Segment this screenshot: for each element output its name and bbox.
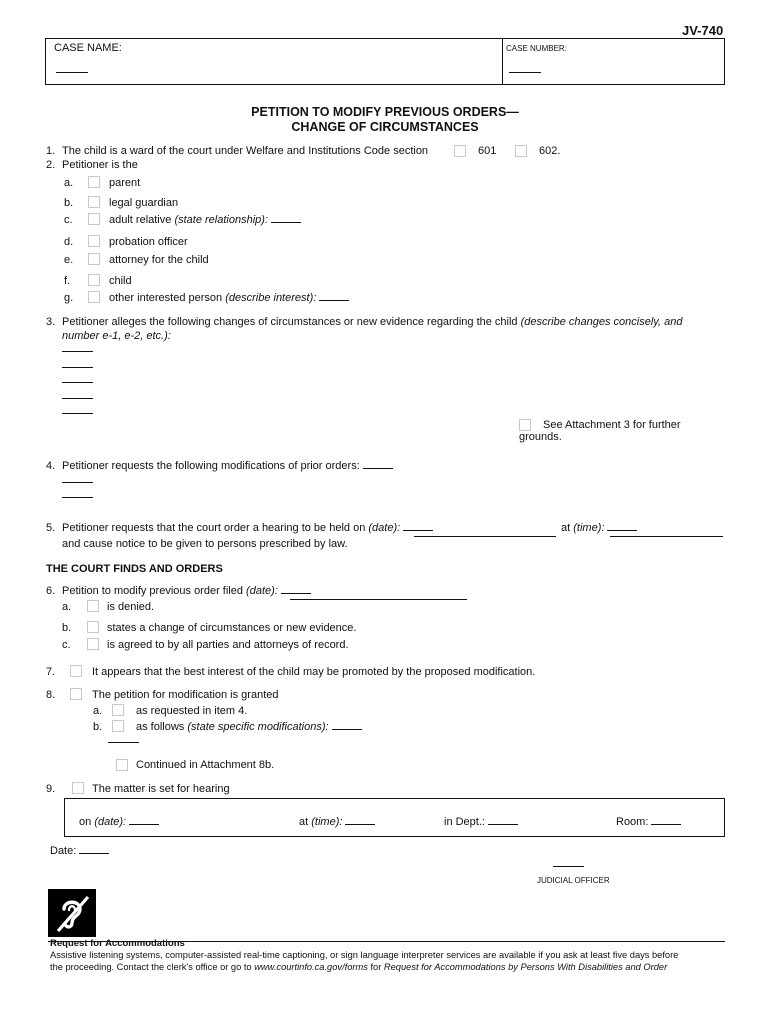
hearing-room-row [616,816,681,828]
case-number-field[interactable] [509,72,541,73]
hearing-time-row [299,816,375,828]
hearing-room-field[interactable] [651,816,681,825]
item4-text: Petitioner requests the following modifications of prior orders: [62,460,360,472]
item2-a-letter: a. [64,177,74,189]
item5-time-field[interactable] [607,522,637,531]
item9-number: 9. [46,783,56,795]
item8-b-line[interactable] [108,742,139,743]
date-field[interactable] [79,845,109,854]
item2-a-label: parent [109,177,141,189]
item5-text: Petitioner requests that the court order a hearing to be held on [62,522,366,534]
hearing-dept-row [444,816,518,828]
item2-e-label: attorney for the child [109,254,209,266]
item3-line-2[interactable] [62,367,93,368]
item2-a-checkbox[interactable] [88,176,100,188]
item1-601-checkbox[interactable] [454,145,466,157]
judicial-signature-line[interactable] [553,866,584,867]
item3-italic1: (describe changes concisely, and [520,316,683,328]
item2-g-letter: g. [64,292,74,304]
case-number-label: CASE NUMBER: [506,44,567,53]
item2-b-checkbox[interactable] [88,196,100,208]
item1-text: The child is a ward of the court under Welfare and Institutions Code section [62,145,429,157]
item8-b-row [136,721,362,733]
item2-b-letter: b. [64,197,74,209]
form-id: JV-740 [682,23,724,38]
item6-a-label: is denied. [107,601,155,613]
item2-b-label: legal guardian [109,197,179,209]
item2-d-label: probation officer [109,236,188,248]
item2-c-field[interactable] [271,214,301,223]
item6-date-underline [290,599,467,600]
item4-field[interactable] [363,460,393,469]
hearing-date-label: (date): [94,816,127,828]
item4-line-2[interactable] [62,497,93,498]
item6-c-label: is agreed to by all parties and attorneys of record. [107,639,349,651]
item2-g-label: other interested person [109,292,223,304]
judicial-officer-label: JUDICIAL OFFICER [537,876,610,885]
item8-number: 8. [46,689,56,701]
item2-c-italic: (state relationship): [174,214,268,226]
form-title-line2: CHANGE OF CIRCUMSTANCES [291,120,479,134]
item2-e-letter: e. [64,254,74,266]
item5-at-label: at [561,522,571,534]
item8-b-label: as follows [136,721,185,733]
item7-checkbox[interactable] [70,665,82,677]
item5-time-label: (time): [573,522,605,534]
courtinfo-link[interactable]: www.courtinfo.ca.gov/forms [254,962,368,972]
hearing-time-label: (time): [311,816,343,828]
item4-line-1[interactable] [62,482,93,483]
item6-row [62,585,311,597]
accommodations-line1: Assistive listening systems, computer-assisted real-time captioning, or sign language interpreter services are available if you ask at least five days before [50,950,679,960]
item8-continued-label: Continued in Attachment 8b. [136,759,275,771]
item2-c-letter: c. [64,214,73,226]
item2-f-label: child [109,275,132,287]
item5-line2: and cause notice to be given to persons prescribed by law. [62,538,348,550]
hearing-date-field[interactable] [129,816,159,825]
item3-attachment-checkbox[interactable] [519,419,531,431]
item4-row [62,460,393,472]
item3-line-1[interactable] [62,351,93,352]
item5-time-underline [610,536,723,537]
item6-a-letter: a. [62,601,72,613]
item8-continued-checkbox[interactable] [116,759,128,771]
item8-a-letter: a. [93,705,103,717]
item1-601-label: 601 [478,145,497,157]
item3-attachment-label2: grounds. [519,431,562,443]
item7-text: It appears that the best interest of the child may be promoted by the proposed modification. [92,666,536,678]
item8-b-field[interactable] [332,721,362,730]
hearing-on-label: on [79,816,92,828]
item3-italic2: number e-1, e-2, etc.): [62,330,171,342]
accommodations-line2-b: for [370,962,382,972]
date-label: Date: [50,845,77,857]
hearing-date-row [79,816,159,828]
item2-g-italic: (describe interest): [225,292,317,304]
hearing-dept-field[interactable] [488,816,518,825]
item2-number: 2. [46,159,56,171]
form-title-line1: PETITION TO MODIFY PREVIOUS ORDERS— [251,105,519,119]
item6-b-label: states a change of circumstances or new evidence. [107,622,357,634]
item2-g-row [109,292,349,304]
item6-a-checkbox[interactable] [87,600,99,612]
accommodations-form-title: Request for Accommodations by Persons With Disabilities and Order [383,962,668,972]
item6-date-field[interactable] [281,585,311,594]
item6-number: 6. [46,585,56,597]
accommodations-line2 [50,962,667,972]
item8-a-checkbox[interactable] [112,704,124,716]
item1-602-label: 602. [539,145,561,157]
item5-number: 5. [46,522,56,534]
item3-attachment-label1: See Attachment 3 for further [543,419,681,431]
item2-c-checkbox[interactable] [88,213,100,225]
item2-d-checkbox[interactable] [88,235,100,247]
item7-number: 7. [46,666,56,678]
item5-date-label: (date): [368,522,401,534]
court-finds-heading: THE COURT FINDS AND ORDERS [46,563,223,575]
item9-text: The matter is set for hearing [92,783,230,795]
item2-text: Petitioner is the [62,159,138,171]
item3-row1 [62,316,682,328]
item8-b-italic: (state specific modifications): [187,721,329,733]
item2-f-letter: f. [64,275,71,287]
date-row [50,845,109,857]
item1-602-checkbox[interactable] [515,145,527,157]
case-name-label: CASE NAME: [54,42,122,54]
item8-b-letter: b. [93,721,103,733]
item8-text: The petition for modification is granted [92,689,279,701]
hearing-room-label: Room: [616,816,649,828]
accommodations-line2-a: the proceeding. Contact the clerk's office or go to [50,962,252,972]
item4-number: 4. [46,460,56,472]
case-header-box [45,38,725,85]
item5-date-underline [414,536,556,537]
item5-time-row [561,522,637,534]
item2-f-checkbox[interactable] [88,274,100,286]
hearing-dept-label: in Dept.: [444,816,485,828]
item2-d-letter: d. [64,236,74,248]
item6-c-letter: c. [62,639,71,651]
hearing-at-label: at [299,816,309,828]
item5-date-field[interactable] [403,522,433,531]
item2-c-row [109,214,301,226]
item2-c-label: adult relative [109,214,172,226]
item6-text: Petition to modify previous order filed [62,585,243,597]
item6-b-checkbox[interactable] [87,621,99,633]
hearing-time-field[interactable] [345,816,375,825]
item2-g-field[interactable] [319,292,349,301]
item2-e-checkbox[interactable] [88,253,100,265]
item8-b-checkbox[interactable] [112,720,124,732]
case-name-field[interactable] [56,72,88,73]
item6-c-checkbox[interactable] [87,638,99,650]
item3-text: Petitioner alleges the following changes of circumstances or new evidence regarding the child [62,316,518,328]
accommodations-heading: Request for Accommodations [50,938,185,949]
item8-a-label: as requested in item 4. [136,705,248,717]
item3-line-5[interactable] [62,413,93,414]
item5-row [62,522,433,534]
item3-line-4[interactable] [62,398,93,399]
item1-number: 1. [46,145,56,157]
item3-number: 3. [46,316,56,328]
item3-line-3[interactable] [62,382,93,383]
hearing-assistance-icon [48,889,96,937]
item8-checkbox[interactable] [70,688,82,700]
item9-checkbox[interactable] [72,782,84,794]
item6-date-label: (date): [246,585,278,597]
item2-g-checkbox[interactable] [88,291,100,303]
item6-b-letter: b. [62,622,72,634]
